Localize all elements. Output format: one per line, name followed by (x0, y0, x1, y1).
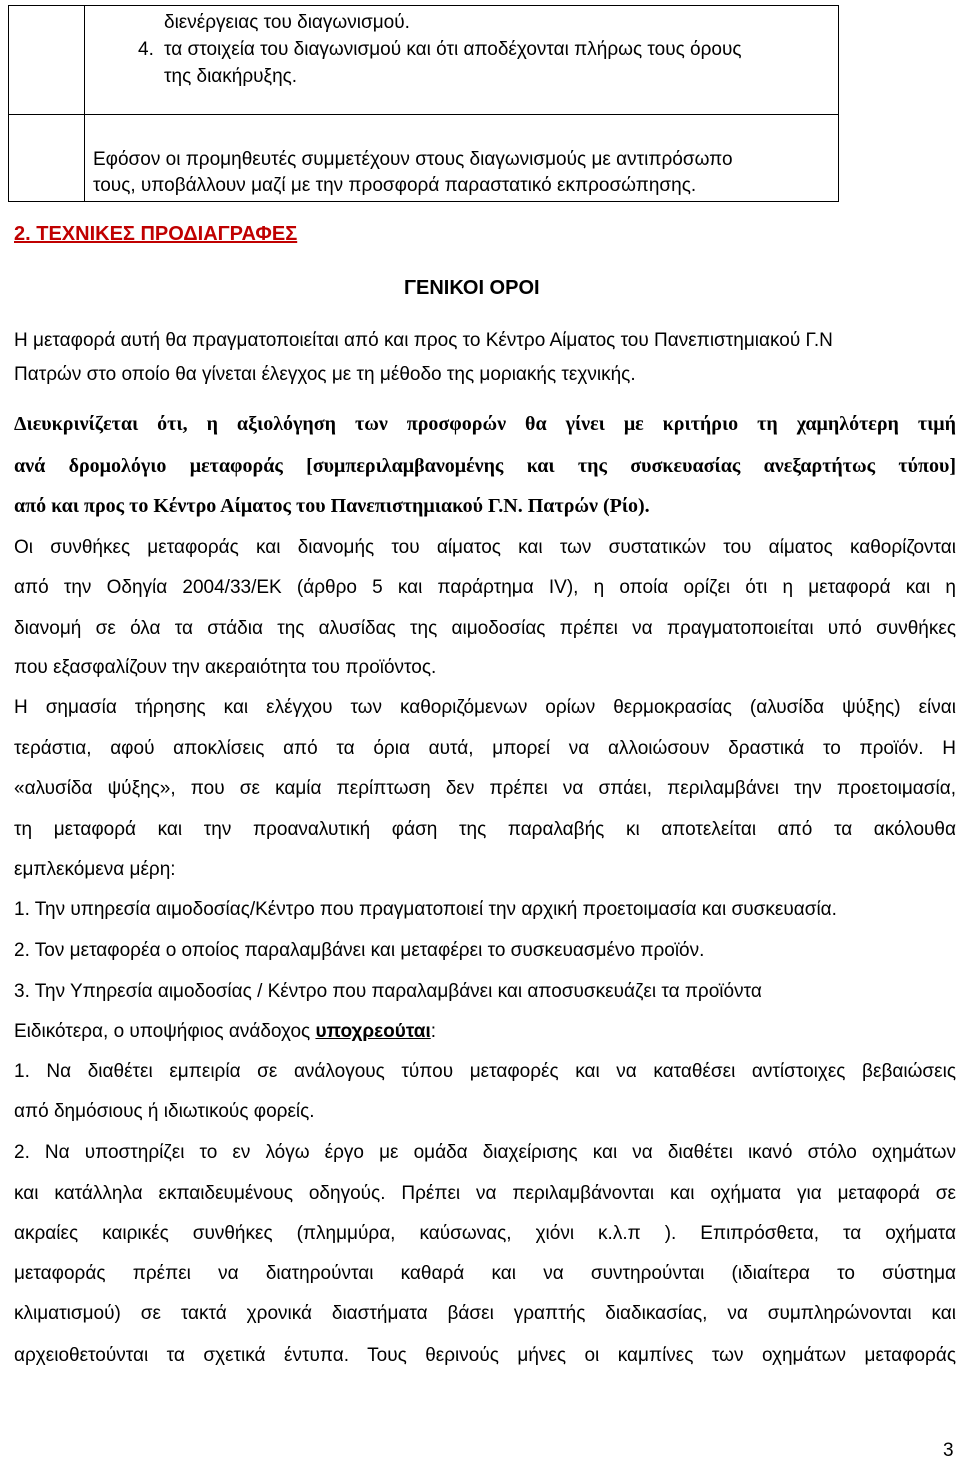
list-item: 2. Τον μεταφορέα ο οποίος παραλαμβάνει και μεταφέρει το συσκευασμένο προϊόν. (14, 940, 705, 961)
paragraph-line: διανομή σε όλα τα στάδια της αλυσίδας της αιμοδοσίας πρέπει να πραγματοποιείται υπό συνθήκες (14, 618, 956, 639)
bold-paragraph-line: από και προς το Κέντρο Αίματος του Πανεπιστημιακού Γ.Ν. Πατρών (Ρίο). (14, 495, 650, 517)
list-item-number: 4. (138, 39, 154, 60)
paragraph-line: Η μεταφορά αυτή θα πραγματοποιείται από και προς το Κέντρο Αίματος του Πανεπιστημιακού Γ.Ν (14, 330, 833, 351)
table-text-line: τους, υποβάλλουν μαζί με την προσφορά παραστατικό εκπροσώπησης. (93, 175, 697, 196)
obligations-intro-prefix: Ειδικότερα, ο υποψήφιος ανάδοχος (14, 1021, 316, 1042)
paragraph-line: Οι συνθήκες μεταφοράς και διανομής του αίματος και των συστατικών του αίματος καθορίζονται (14, 537, 956, 558)
paragraph-line: Η σημασία τήρησης και ελέγχου των καθοριζόμενων ορίων θερμοκρασίας (αλυσίδα ψύξης) είναι (14, 697, 956, 718)
paragraph-line: ακραίες καιρικές συνθήκες (πλημμύρα, καύσωνας, χιόνι κ.λ.π ). Επιπρόσθετα, τα οχήματα (14, 1223, 956, 1244)
table-cell-empty (9, 115, 85, 202)
paragraph-line: αρχειοθετούνται τα σχετικά έντυπα. Τους θερινούς μήνες οι καμπίνες των οχημάτων μεταφοράς (14, 1345, 956, 1366)
paragraph-line: μεταφοράς πρέπει να διατηρούνται καθαρά και να συντηρούνται (ιδιαίτερα το σύστημα (14, 1263, 956, 1284)
paragraph-line: Πατρών στο οποίο θα γίνεται έλεγχος με τη μέθοδο της μοριακής τεχνικής. (14, 364, 636, 385)
table-text-line: της διακήρυξης. (164, 66, 298, 87)
subheading: ΓΕΝΙΚΟΙ ΟΡΟΙ (404, 277, 540, 299)
paragraph-line: 2. Να υποστηρίζει το εν λόγω έργο με ομάδα διαχείρισης και να διαθέτει ικανό στόλο οχημάτων (14, 1142, 956, 1163)
page-number: 3 (943, 1440, 954, 1461)
list-item: 1. Την υπηρεσία αιμοδοσίας/Κέντρο που πραγματοποιεί την αρχική προετοιμασία και συσκευασία. (14, 899, 837, 920)
bold-paragraph-line: Διευκρινίζεται ότι, η αξιολόγηση των προσφορών θα γίνει με κριτήριο τη χαμηλότερη τιμή (14, 413, 956, 435)
submission-table (8, 5, 839, 202)
table-row (9, 6, 839, 115)
section-heading: 2. ΤΕΧΝΙΚΕΣ ΠΡΟΔΙΑΓΡΑΦΕΣ (14, 223, 298, 245)
obligations-intro (14, 1021, 956, 1043)
obligations-intro-emphasis: υποχρεούται (315, 1021, 431, 1042)
table-cell-empty (9, 6, 85, 115)
paragraph-line: τη μεταφορά και την προαναλυτική φάση της παραλαβής κι αποτελείται από τα ακόλουθα (14, 819, 956, 840)
paragraph-line: από την Οδηγία 2004/33/ΕΚ (άρθρο 5 και παράρτημα IV), η οποία ορίζει ότι η μεταφορά και η (14, 577, 956, 598)
paragraph-line: εμπλεκόμενα μέρη: (14, 859, 176, 880)
table-text-line: Εφόσον οι προμηθευτές συμμετέχουν στους διαγωνισμούς με αντιπρόσωπο (93, 149, 733, 170)
paragraph-line: «αλυσίδα ψύξης», που σε καμία περίπτωση δεν πρέπει να σπάει, περιλαμβάνει την προετοιμασία, (14, 778, 956, 799)
table-text-line: διενέργειας του διαγωνισμού. (164, 12, 410, 33)
paragraph-line: που εξασφαλίζουν την ακεραιότητα του προϊόντος. (14, 657, 437, 678)
table-row (9, 115, 839, 202)
table-text-line: τα στοιχεία του διαγωνισμού και ότι αποδέχονται πλήρως τους όρους (164, 39, 742, 60)
table-cell (85, 115, 839, 202)
paragraph-line: και κατάλληλα εκπαιδευμένους οδηγούς. Πρέπει να περιλαμβάνονται και οχήματα για μεταφορά σε (14, 1183, 956, 1204)
paragraph-line: 1. Να διαθέτει εμπειρία σε ανάλογους τύπου μεταφορές και να καταθέσει αντίστοιχες βεβαιώσεις (14, 1061, 956, 1082)
list-item: 3. Την Υπηρεσία αιμοδοσίας / Κέντρο που παραλαμβάνει και αποσυσκευάζει τα προϊόντα (14, 981, 762, 1002)
table-cell (85, 6, 839, 115)
paragraph-line: από δημόσιους ή ιδιωτικούς φορείς. (14, 1101, 315, 1122)
paragraph-line: κλιματισμού) σε τακτά χρονικά διαστήματα βάσει γραπτής διαδικασίας, να συμπληρώνονται και (14, 1303, 956, 1324)
paragraph-line: τεράστια, αφού αποκλίσεις από τα όρια αυτά, μπορεί να αλλοιώσουν δραστικά το προϊόν. Η (14, 738, 956, 759)
bold-paragraph-line: ανά δρομολόγιο μεταφοράς [συμπεριλαμβανομένης και της συσκευασίας ανεξαρτήτως τύπου] (14, 455, 956, 477)
obligations-intro-suffix: : (430, 1021, 437, 1042)
